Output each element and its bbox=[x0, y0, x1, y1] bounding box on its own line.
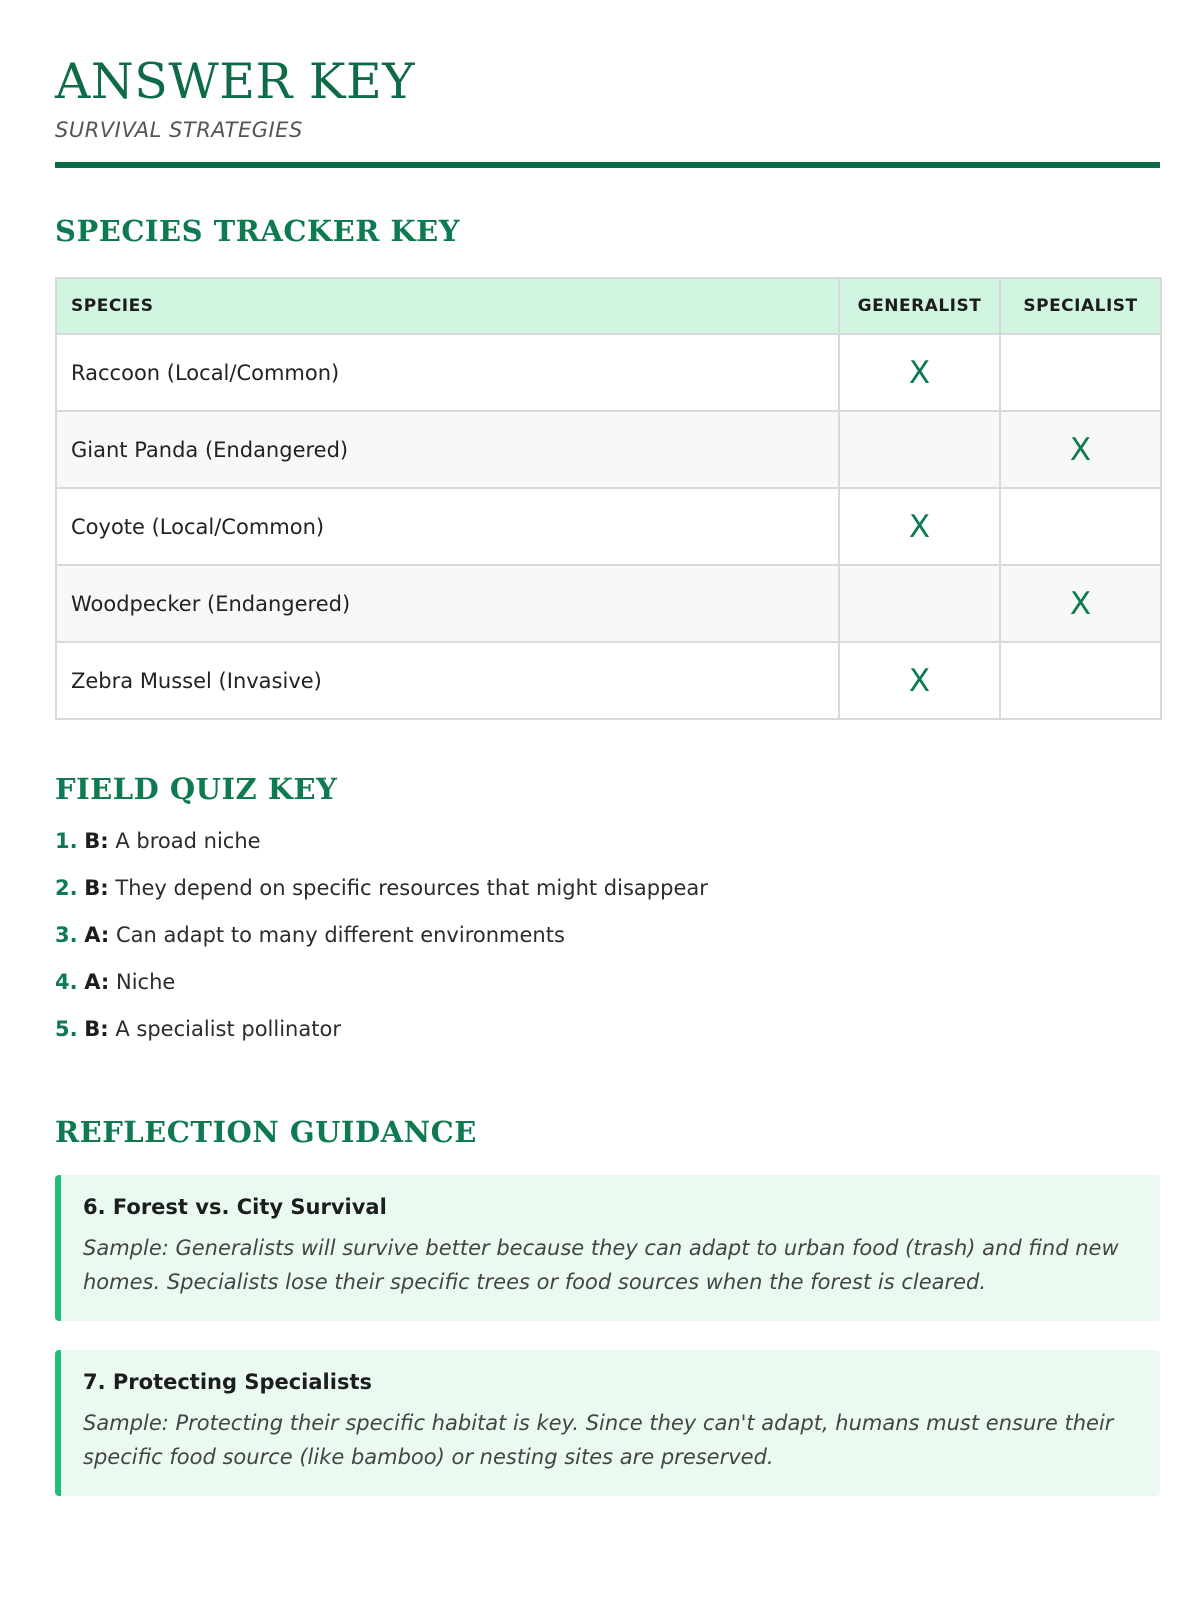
quiz-answer-letter: B: bbox=[84, 876, 109, 900]
quiz-number: 2. bbox=[55, 876, 78, 900]
species-cell: Woodpecker (Endangered) bbox=[56, 565, 839, 642]
generalist-mark: X bbox=[839, 488, 1000, 565]
table-header-row bbox=[56, 278, 1161, 334]
species-tracker-heading: SPECIES TRACKER KEY bbox=[55, 214, 460, 248]
quiz-answer-letter: B: bbox=[84, 1017, 109, 1041]
specialist-mark bbox=[1000, 334, 1161, 411]
species-cell: Coyote (Local/Common) bbox=[56, 488, 839, 565]
generalist-mark bbox=[839, 411, 1000, 488]
specialist-mark bbox=[1000, 488, 1161, 565]
reflection-guidance-heading: REFLECTION GUIDANCE bbox=[55, 1115, 477, 1149]
reflection-card-text: Sample: Generalists will survive better because they can adapt to urban food (trash) and find new homes. Specialists lose their specific trees or food sources when the forest is cleared. bbox=[83, 1236, 1119, 1294]
list-item bbox=[55, 923, 708, 970]
quiz-answer-text: A specialist pollinator bbox=[115, 1017, 341, 1041]
quiz-answer-text: Niche bbox=[116, 970, 176, 994]
quiz-answer-text: Can adapt to many different environments bbox=[116, 923, 565, 947]
table-row bbox=[56, 642, 1161, 719]
table-row bbox=[56, 334, 1161, 411]
reflection-card-text: Sample: Protecting their specific habitat is key. Since they can't adapt, humans must ensure their specific food source (like bamboo) or nesting sites are preserved. bbox=[83, 1411, 1114, 1469]
generalist-mark bbox=[839, 565, 1000, 642]
list-item bbox=[55, 1017, 708, 1064]
generalist-mark: X bbox=[839, 642, 1000, 719]
table-row bbox=[56, 488, 1161, 565]
quiz-answer-list bbox=[55, 829, 708, 1064]
page-title: ANSWER KEY bbox=[55, 53, 416, 110]
list-item bbox=[55, 829, 708, 876]
table-row bbox=[56, 565, 1161, 642]
reflection-card-title: 7. Protecting Specialists bbox=[83, 1370, 372, 1394]
quiz-number: 4. bbox=[55, 970, 78, 994]
species-cell: Zebra Mussel (Invasive) bbox=[56, 642, 839, 719]
header-divider bbox=[55, 162, 1160, 168]
field-quiz-heading: FIELD QUIZ KEY bbox=[55, 772, 338, 806]
specialist-mark: X bbox=[1000, 411, 1161, 488]
species-cell: Raccoon (Local/Common) bbox=[56, 334, 839, 411]
column-header-species: SPECIES bbox=[56, 278, 839, 334]
reflection-card bbox=[55, 1175, 1160, 1321]
species-cell: Giant Panda (Endangered) bbox=[56, 411, 839, 488]
table-row bbox=[56, 411, 1161, 488]
quiz-answer-letter: A: bbox=[84, 970, 110, 994]
quiz-number: 3. bbox=[55, 923, 78, 947]
reflection-card bbox=[55, 1350, 1160, 1496]
page-subtitle: SURVIVAL STRATEGIES bbox=[55, 118, 303, 142]
generalist-mark: X bbox=[839, 334, 1000, 411]
reflection-card-title: 6. Forest vs. City Survival bbox=[83, 1195, 387, 1219]
quiz-answer-letter: B: bbox=[84, 829, 109, 853]
species-tracker-table bbox=[55, 277, 1162, 720]
quiz-answer-letter: A: bbox=[84, 923, 110, 947]
list-item bbox=[55, 970, 708, 1017]
column-header-specialist: SPECIALIST bbox=[1000, 278, 1161, 334]
quiz-answer-text: A broad niche bbox=[115, 829, 261, 853]
quiz-number: 5. bbox=[55, 1017, 78, 1041]
list-item bbox=[55, 876, 708, 923]
quiz-number: 1. bbox=[55, 829, 78, 853]
specialist-mark bbox=[1000, 642, 1161, 719]
column-header-generalist: GENERALIST bbox=[839, 278, 1000, 334]
quiz-answer-text: They depend on specific resources that might disappear bbox=[115, 876, 708, 900]
specialist-mark: X bbox=[1000, 565, 1161, 642]
